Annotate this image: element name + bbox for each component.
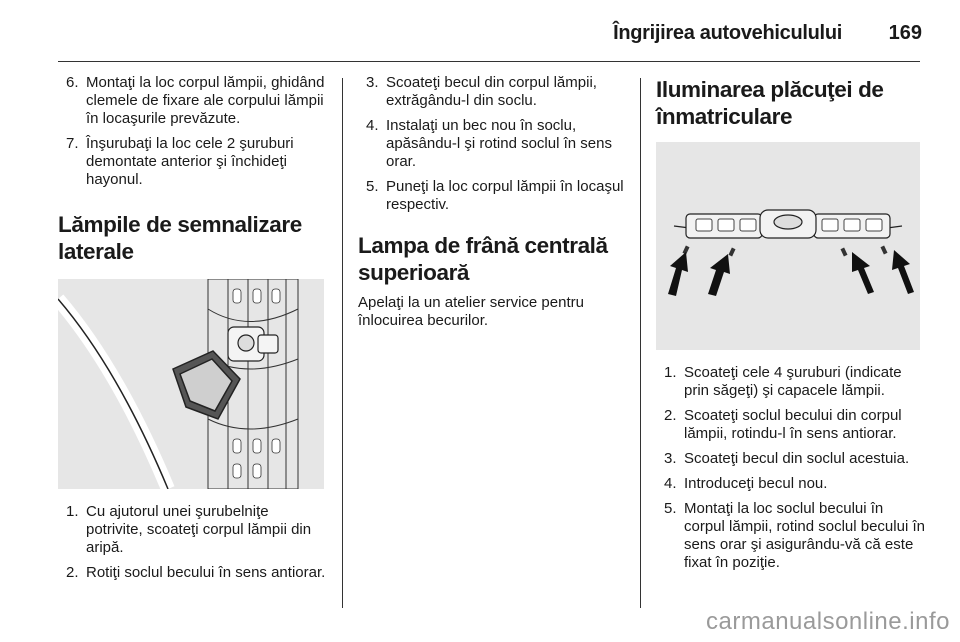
step-text: Cu ajutorul unei şurubelniţe potrivite, scoateţi corpul lămpii din aripă.	[86, 503, 312, 556]
column-1	[58, 74, 328, 589]
step-text: Montaţi la loc soclul becului în corpul lămpii, rotind soclul becului în sens orar şi asigurându-vă că este fixat în poziţie.	[684, 500, 925, 571]
list-item	[358, 117, 630, 171]
section-title: Lampa de frână centrală superioară	[358, 233, 608, 285]
step-number: 5.	[366, 178, 379, 195]
list-item	[656, 500, 926, 572]
step-number: 3.	[664, 450, 677, 467]
steps-list	[358, 74, 630, 214]
step-text: Scoateţi cele 4 şuruburi (indicate prin săgeţi) şi capacele lămpii.	[684, 364, 902, 399]
steps-list	[58, 74, 328, 189]
step-text: Instalaţi un bec nou în soclu, apăsându-l şi rotind soclul în sens orar.	[386, 117, 612, 170]
section-title: Iluminarea plăcuţei de înmatriculare	[656, 77, 884, 129]
step-number: 5.	[664, 500, 677, 517]
step-number: 3.	[366, 74, 379, 91]
list-item	[58, 135, 328, 189]
watermark: carmanualsonline.info	[706, 608, 950, 635]
step-text: Scoateţi becul din soclul acestuia.	[684, 450, 910, 467]
list-item	[656, 407, 926, 443]
step-text: Scoateţi soclul becului din corpul lămpii, rotindu-l în sens antiorar.	[684, 407, 902, 442]
step-text: Scoateţi becul din corpul lămpii, extrăgându-l din soclu.	[386, 74, 597, 109]
list-item	[58, 74, 328, 128]
side-marker-lamp-drawing	[58, 279, 324, 489]
list-item	[358, 74, 630, 110]
license-plate-lamp-drawing	[656, 142, 920, 350]
page-header	[0, 0, 960, 62]
step-text: Înşurubaţi la loc cele 2 şuruburi demontate anterior şi închideţi hayonul.	[86, 135, 294, 188]
step-number: 6.	[66, 74, 79, 91]
list-item	[58, 564, 328, 582]
column-2	[358, 74, 630, 330]
step-number: 2.	[664, 407, 677, 424]
body-text: Apelaţi la un atelier service pentru înlocuirea becurilor.	[358, 294, 584, 329]
step-text: Introduceţi becul nou.	[684, 475, 828, 492]
step-number: 1.	[66, 503, 79, 520]
steps-list	[58, 503, 328, 582]
section-title: Lămpile de semnalizare laterale	[58, 212, 302, 264]
column-divider	[342, 78, 343, 608]
column-3	[656, 74, 926, 579]
step-text: Montaţi la loc corpul lămpii, ghidând clemele de fixare ale corpului lămpii în locaşurile prevăzute.	[86, 74, 325, 127]
list-item	[58, 503, 328, 557]
list-item	[358, 178, 630, 214]
header-rule	[58, 61, 920, 62]
side-marker-lamp-illustration	[58, 279, 324, 489]
license-plate-lamp-illustration	[656, 142, 920, 350]
list-item	[656, 450, 926, 468]
steps-list	[656, 364, 926, 572]
step-number: 2.	[66, 564, 79, 581]
list-item	[656, 475, 926, 493]
step-number: 4.	[366, 117, 379, 134]
step-number: 4.	[664, 475, 677, 492]
step-text: Puneţi la loc corpul lămpii în locaşul respectiv.	[386, 178, 624, 213]
header-title: Îngrijirea autovehiculului	[613, 22, 842, 44]
step-text: Rotiţi soclul becului în sens antiorar.	[86, 564, 326, 581]
page-number: 169	[888, 22, 922, 44]
column-divider	[640, 78, 641, 608]
step-number: 7.	[66, 135, 79, 152]
step-number: 1.	[664, 364, 677, 381]
list-item	[656, 364, 926, 400]
